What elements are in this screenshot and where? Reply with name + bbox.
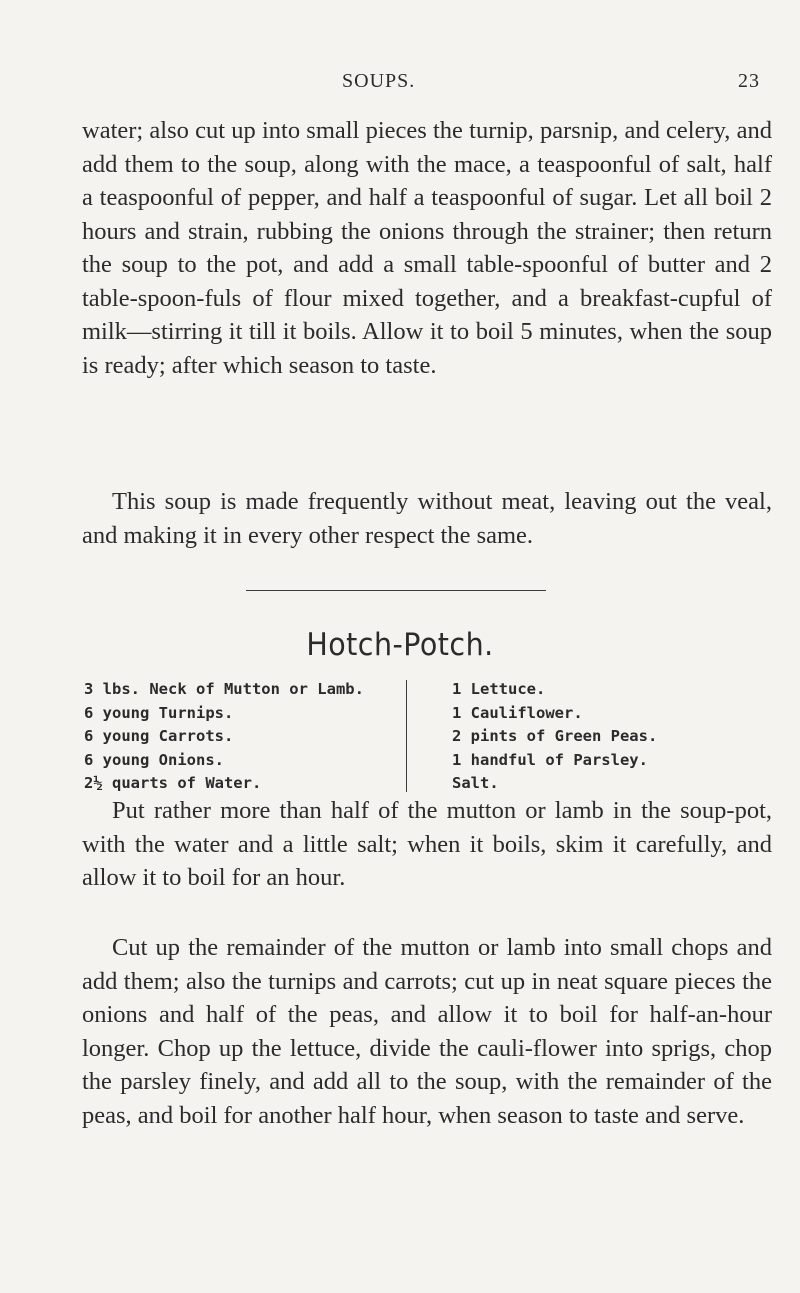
ingredient-item: 6 young Onions. [84,750,224,769]
variation-paragraph: This soup is made frequently without meat, leaving out the veal, and making it in every other respect the same. [82,488,772,549]
running-title: SOUPS. [342,70,416,92]
ingredient-item: 3 lbs. Neck of Mutton or Lamb. [84,680,364,698]
recipe-title: Hotch-Potch. [306,627,494,663]
ingredient-item: 6 young Turnips. [84,703,234,722]
continued-paragraph: water; also cut up into small pieces the turnip, parsnip, and celery, and add them to the soup, along with the mace, a teaspoonful of salt, half a teaspoonful of pepper, and half a teaspoonful of sugar. Let all boil 2 hours and strain, rubbing the onions through the strainer; then return the soup to the pot, and add a small table-spoonful of butter and 2 table-spoon-fuls of flour mixed together, and a breakfast-cupful of milk—stirring it till it boils. Allow it to boil 5 minutes, when the soup is ready; after which season to taste. [82,117,772,379]
ingredient-item: 1 Cauliflower. [452,703,583,722]
instruction-paragraph: Put rather more than half of the mutton or lamb in the soup-pot, with the water and a little salt; when it boils, skim it carefully, and allow it to boil for an hour. [82,797,772,891]
ingredient-item: 2½ quarts of Water. [84,774,262,792]
ingredient-item: 6 young Carrots. [84,727,234,745]
page-number: 23 [738,70,760,92]
ingredient-item: 1 handful of Parsley. [452,750,648,769]
instruction-paragraph: Cut up the remainder of the mutton or lamb into small chops and add them; also the turnips and carrots; cut up in neat square pieces the onions and half of the peas, and allow it to boil for half-an-hour longer. Chop up the lettuce, divide the cauli-flower into sprigs, chop the parsley finely, and add all to the soup, with the remainder of the peas, and boil for another half hour, when season to taste and serve. [82,934,772,1129]
ingredient-item: 1 Lettuce. [452,680,546,698]
ingredient-item: 2 pints of Green Peas. [452,727,658,745]
ingredient-item: Salt. [452,774,499,792]
section-divider [246,590,546,591]
ingredients-right-column [452,678,772,796]
ingredients-left-column [84,678,384,796]
ingredients-column-divider [406,680,407,792]
